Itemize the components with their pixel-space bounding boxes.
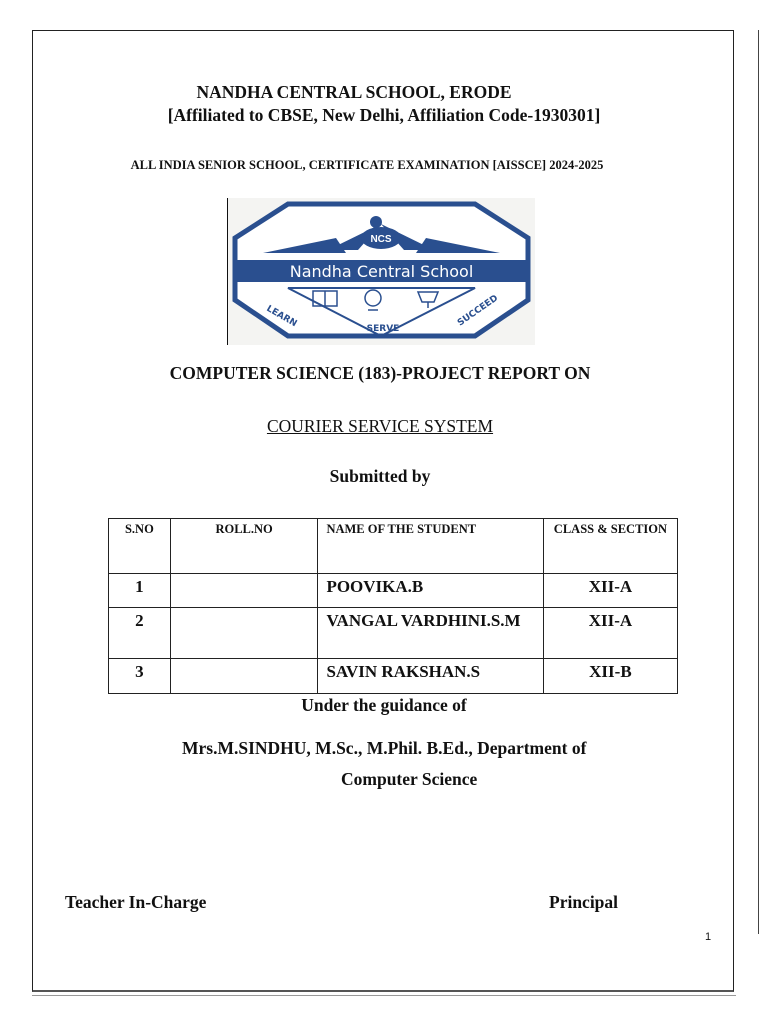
cell-class: XII-A [543,574,677,608]
principal-signature-label: Principal [549,892,619,912]
affiliation-line: [Affiliated to CBSE, New Delhi, Affiliation Code-1930301] [167,105,601,125]
guidance-label: Under the guidance of [301,695,467,715]
cell-name: SAVIN RAKSHAN.S [318,659,543,694]
school-name: NANDHA CENTRAL SCHOOL, ERODE [196,82,512,102]
logo-monogram: NCS [370,234,392,245]
logo-motto-serve: SERVE [366,324,400,334]
page-border [32,30,734,992]
cell-roll [170,574,318,608]
header-class: CLASS & SECTION [543,519,677,574]
subject-line: COMPUTER SCIENCE (183)-PROJECT REPORT ON [169,363,591,383]
header-roll: ROLL.NO [170,519,318,574]
guide-teacher-line1: Mrs.M.SINDHU, M.Sc., M.Phil. B.Ed., Department of [182,738,587,758]
table-row [109,608,678,659]
cell-sno: 3 [109,659,171,694]
project-title: COURIER SERVICE SYSTEM [266,416,494,436]
logo-motto-learn: LEARN [264,303,299,330]
cell-roll [170,608,318,659]
table-header-row [109,519,678,574]
submitted-by-label: Submitted by [329,466,431,486]
header-name: NAME OF THE STUDENT [318,519,543,574]
cell-roll [170,659,318,694]
exam-title: ALL INDIA SENIOR SCHOOL, CERTIFICATE EXAMINATION [AISSCE] 2024-2025 [130,158,604,172]
cell-name: VANGAL VARDHINI.S.M [318,608,543,659]
cell-class: XII-A [543,608,677,659]
table-row [109,659,678,694]
table-row [109,574,678,608]
cell-sno: 2 [109,608,171,659]
students-table [108,518,678,694]
logo-name: Nandha Central School [289,262,474,281]
header-sno: S.NO [109,519,171,574]
logo-motto-succeed: SUCCEED [455,293,501,329]
cell-sno: 1 [109,574,171,608]
school-logo [228,198,535,345]
cell-name: POOVIKA.B [318,574,543,608]
guide-teacher-line2: Computer Science [341,769,478,789]
page-number: 1 [705,931,712,943]
bottom-edge-line [32,995,736,996]
teacher-signature-label: Teacher In-Charge [65,892,207,912]
cell-class: XII-B [543,659,677,694]
